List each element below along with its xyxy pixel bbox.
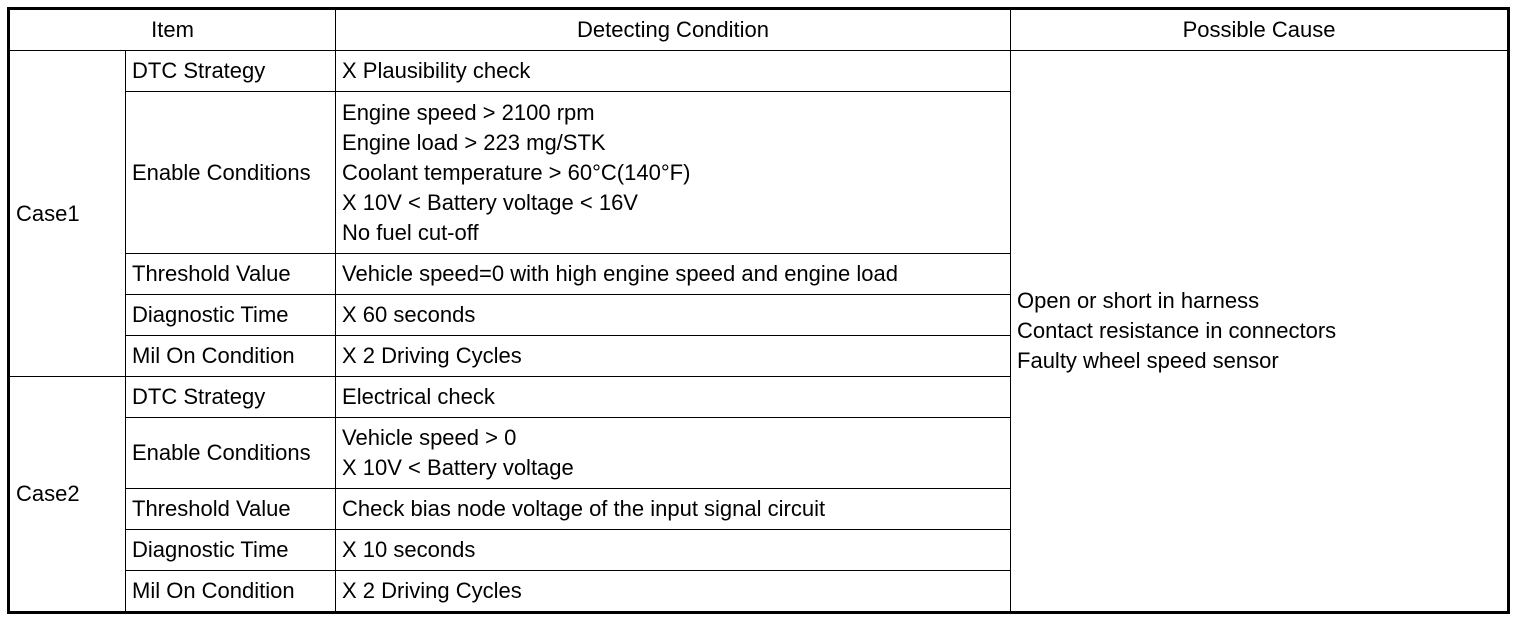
row-label: Enable Conditions: [126, 92, 336, 254]
condition-line: Engine speed > 2100 rpm: [342, 99, 595, 125]
cause-line: Contact resistance in connectors: [1017, 318, 1337, 343]
row-label: Mil On Condition: [126, 571, 336, 613]
condition-line: X 10V < Battery voltage < 16V: [342, 189, 638, 215]
row-condition: X 10 seconds: [336, 530, 1011, 571]
row-label: DTC Strategy: [126, 377, 336, 418]
row-condition: [336, 92, 1011, 254]
table-row: [9, 51, 1509, 92]
header-item: Item: [9, 9, 336, 51]
condition-line: Vehicle speed > 0: [342, 425, 517, 450]
row-condition: X Plausibility check: [336, 51, 1011, 92]
condition-line: Engine load > 223 mg/STK: [342, 129, 606, 155]
row-condition: Vehicle speed=0 with high engine speed and engine load: [336, 254, 1011, 295]
row-condition: Electrical check: [336, 377, 1011, 418]
cause-line: Faulty wheel speed sensor: [1017, 348, 1279, 373]
header-detecting-condition: Detecting Condition: [336, 9, 1011, 51]
row-label: Diagnostic Time: [126, 295, 336, 336]
row-label: Mil On Condition: [126, 336, 336, 377]
case-label: Case1: [9, 51, 126, 377]
row-condition: X 60 seconds: [336, 295, 1011, 336]
header-possible-cause: Possible Cause: [1011, 9, 1509, 51]
row-label: Diagnostic Time: [126, 530, 336, 571]
dtc-table: [7, 7, 1510, 614]
cause-line: Open or short in harness: [1017, 288, 1260, 313]
row-condition: Check bias node voltage of the input signal circuit: [336, 489, 1011, 530]
row-condition: [336, 418, 1011, 489]
condition-line: Coolant temperature > 60°C(140°F): [342, 159, 691, 185]
row-label: Threshold Value: [126, 254, 336, 295]
case-label: Case2: [9, 377, 126, 613]
row-label: Threshold Value: [126, 489, 336, 530]
possible-cause-cell: [1011, 51, 1509, 613]
header-row: [9, 9, 1509, 51]
condition-line: No fuel cut-off: [342, 219, 479, 245]
condition-line: X 10V < Battery voltage: [342, 455, 574, 480]
row-condition: X 2 Driving Cycles: [336, 336, 1011, 377]
row-condition: X 2 Driving Cycles: [336, 571, 1011, 613]
row-label: DTC Strategy: [126, 51, 336, 92]
row-label: Enable Conditions: [126, 418, 336, 489]
